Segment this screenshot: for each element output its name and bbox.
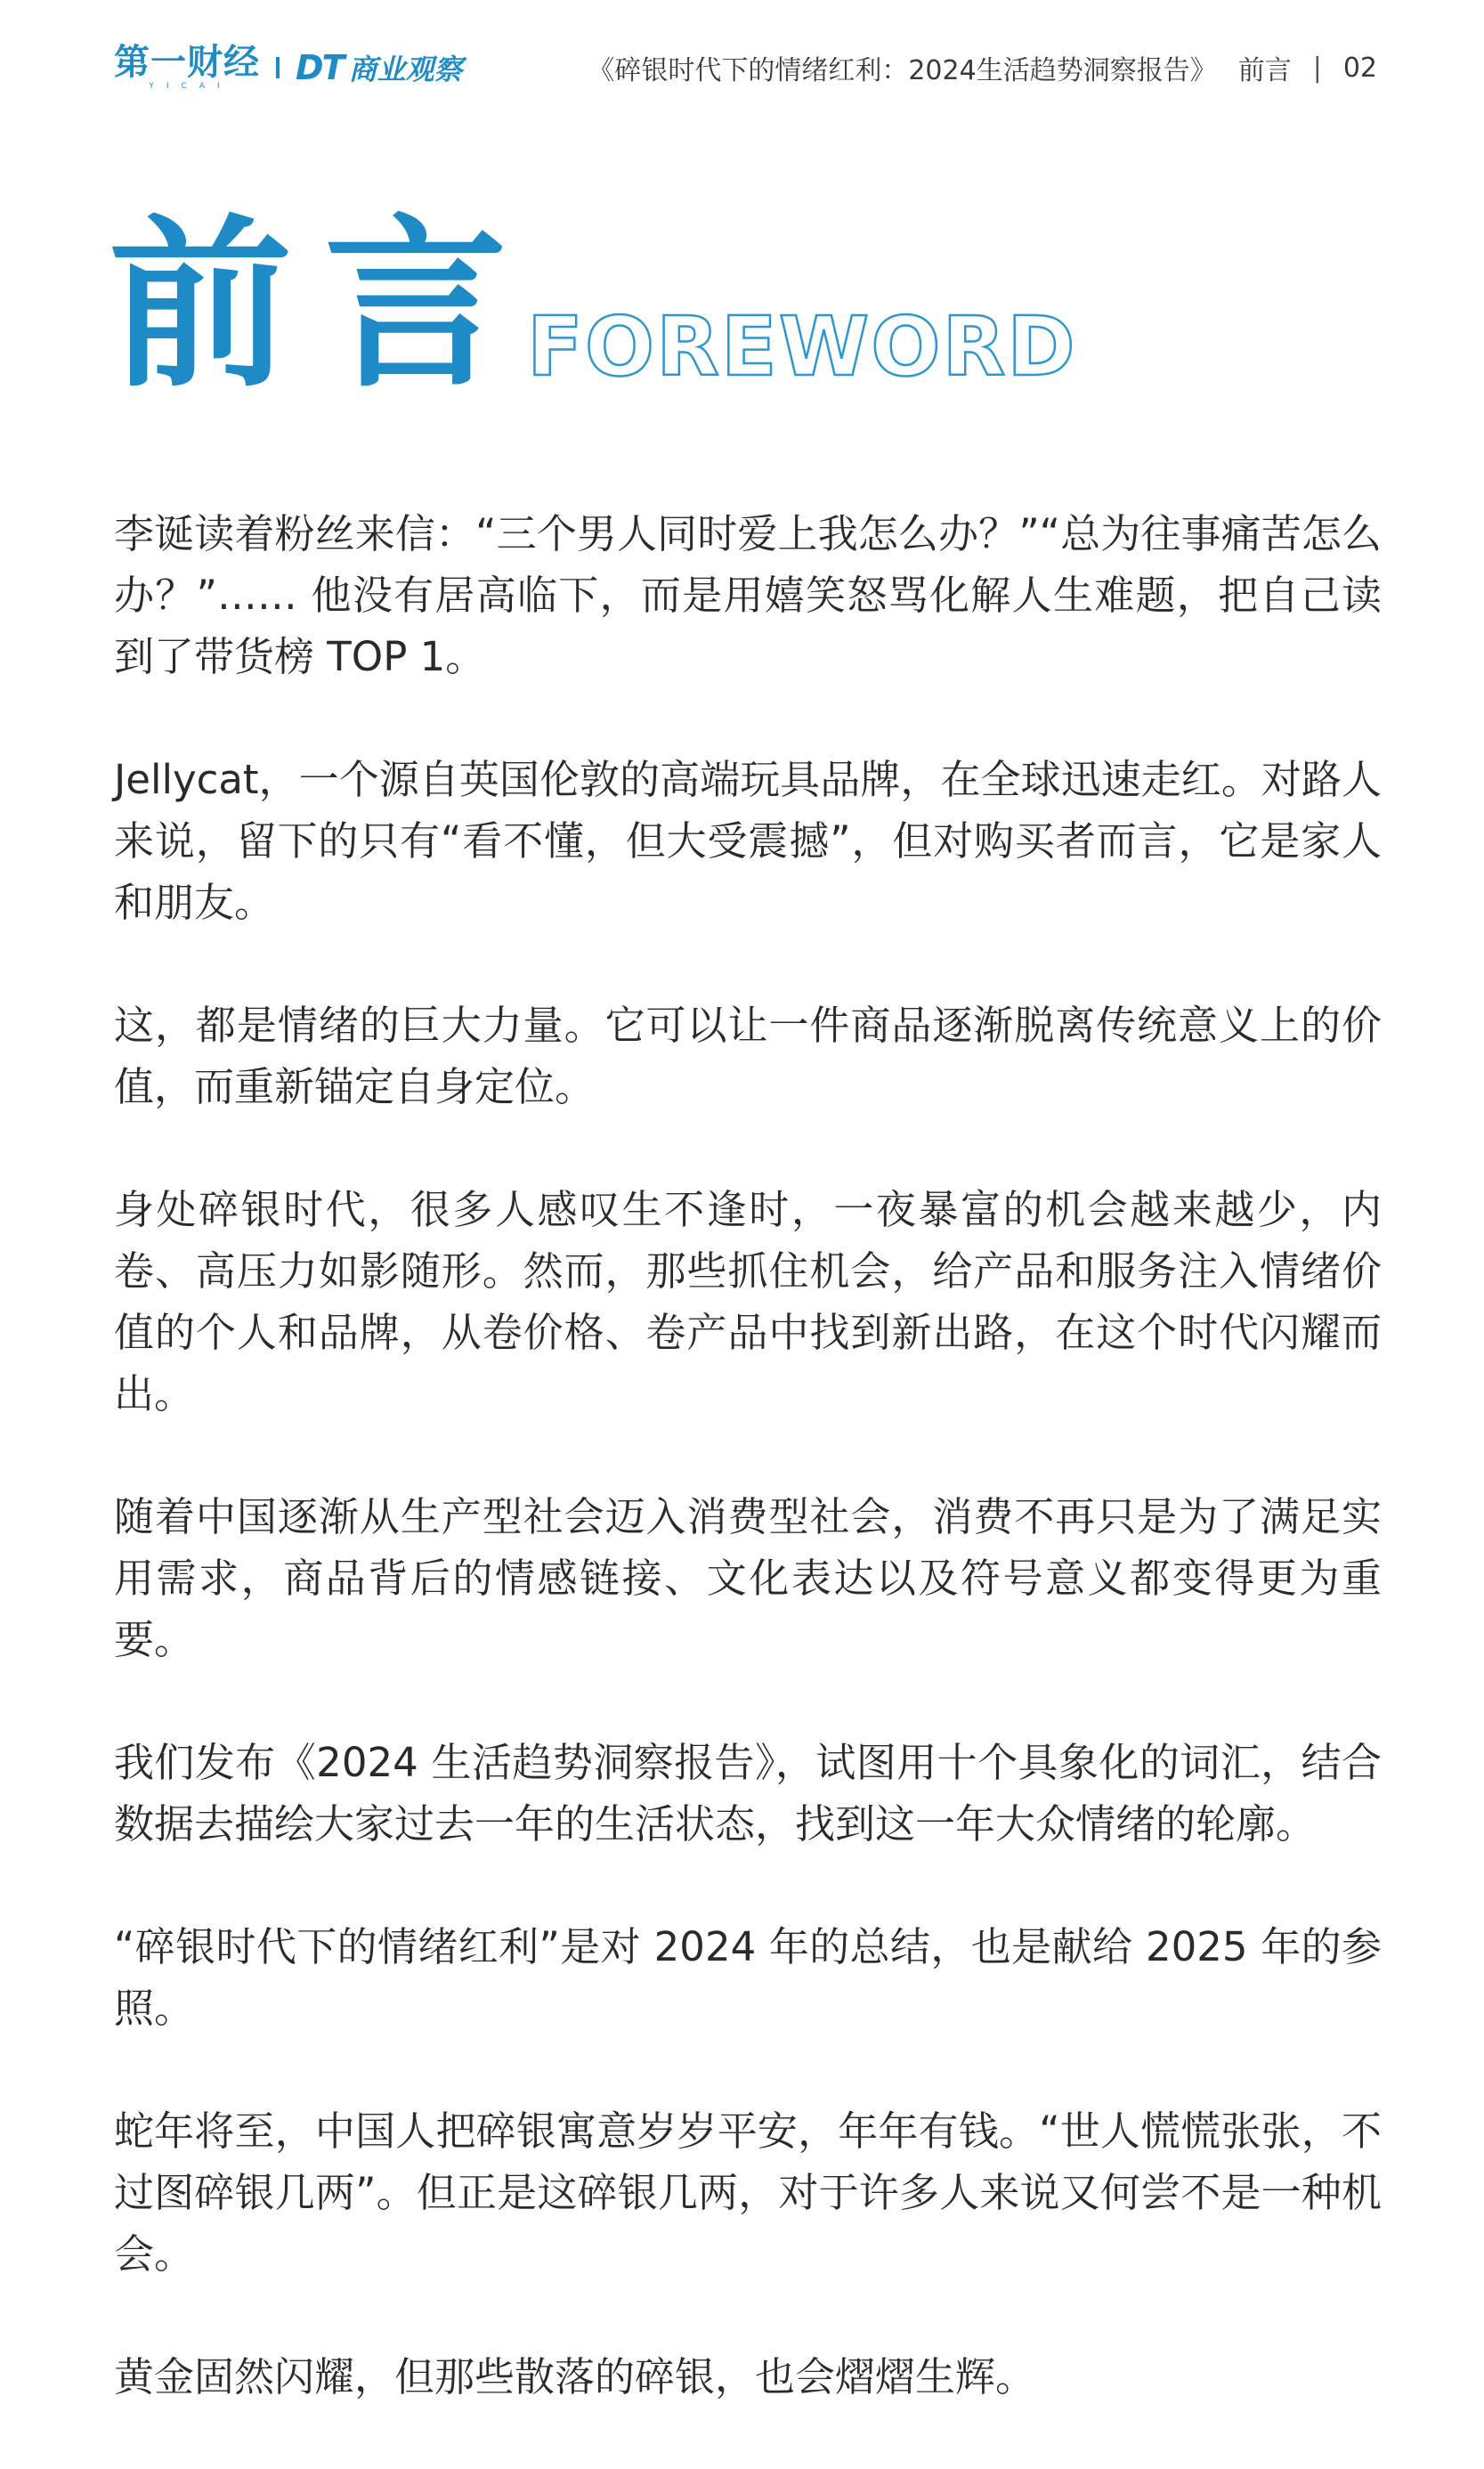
- paragraph: 随着中国逐渐从生产型社会迈入消费型社会，消费不再只是为了满足实用需求，商品背后的情感链接、文化表达以及符号意义都变得更为重要。: [114, 1493, 1382, 1663]
- report-title: 《碎银时代下的情绪红利：2024生活趋势洞察报告》: [588, 55, 1217, 86]
- brand-logos: [114, 42, 463, 91]
- yicai-logo: [114, 42, 260, 91]
- yicai-logo-text: 第一财经: [114, 42, 260, 83]
- page-number: 02: [1342, 52, 1377, 84]
- header-separator: |: [1312, 52, 1322, 84]
- paragraph: 李诞读着粉丝来信：“三个男人同时爱上我怎么办？”“总为往事痛苦怎么办？”…… 他没有居高临下，而是用嬉笑怒骂化解人生难题，把自己读到了带货榜 TOP 1。: [114, 510, 1382, 680]
- title-chinese: 前言: [109, 199, 540, 412]
- page-title: [109, 199, 1077, 412]
- paragraph: 身处碎银时代，很多人感叹生不逢时，一夜暴富的机会越来越少，内卷、高压力如影随形。然而，那些抓住机会，给产品和服务注入情绪价值的个人和品牌，从卷价格、卷产品中找到新出路，在这个时代闪耀而出。: [114, 1186, 1382, 1417]
- paragraph: Jellycat，一个源自英国伦敦的高端玩具品牌，在全球迅速走红。对路人来说，留下的只有“看不懂，但大受震撼”，但对购买者而言，它是家人和朋友。: [114, 756, 1382, 926]
- dt-logo-mark: DT: [296, 48, 344, 87]
- foreword-body: [114, 503, 1382, 2469]
- page-header: [114, 41, 1377, 94]
- section-name: 前言: [1237, 55, 1292, 86]
- yicai-logo-subtext: YICAI: [149, 82, 232, 91]
- dt-logo: [296, 47, 462, 88]
- paragraph: “碎银时代下的情绪红利”是对 2024 年的总结，也是献给 2025 年的参照。: [114, 1923, 1382, 2032]
- paragraph: 这，都是情绪的巨大力量。它可以让一件商品逐渐脱离传统意义上的价值，而重新锚定自身定位。: [114, 1002, 1382, 1110]
- paragraph: 蛇年将至，中国人把碎银寓意岁岁平安，年年有钱。“世人慌慌张张，不过图碎银几两”。但正是这碎银几两，对于许多人来说又何尝不是一种机会。: [114, 2108, 1382, 2278]
- logo-divider: [276, 57, 280, 78]
- paragraph: 黄金固然闪耀，但那些散落的碎银，也会熠熠生辉。: [114, 2353, 1036, 2400]
- title-english: FOREWORD: [527, 299, 1077, 394]
- header-meta: [588, 48, 1377, 87]
- paragraph: 我们发布《2024 生活趋势洞察报告》，试图用十个具象化的词汇，结合数据去描绘大家过去一年的生活状态，找到这一年大众情绪的轮廓。: [114, 1739, 1382, 1848]
- dt-logo-name: 商业观察: [348, 53, 463, 86]
